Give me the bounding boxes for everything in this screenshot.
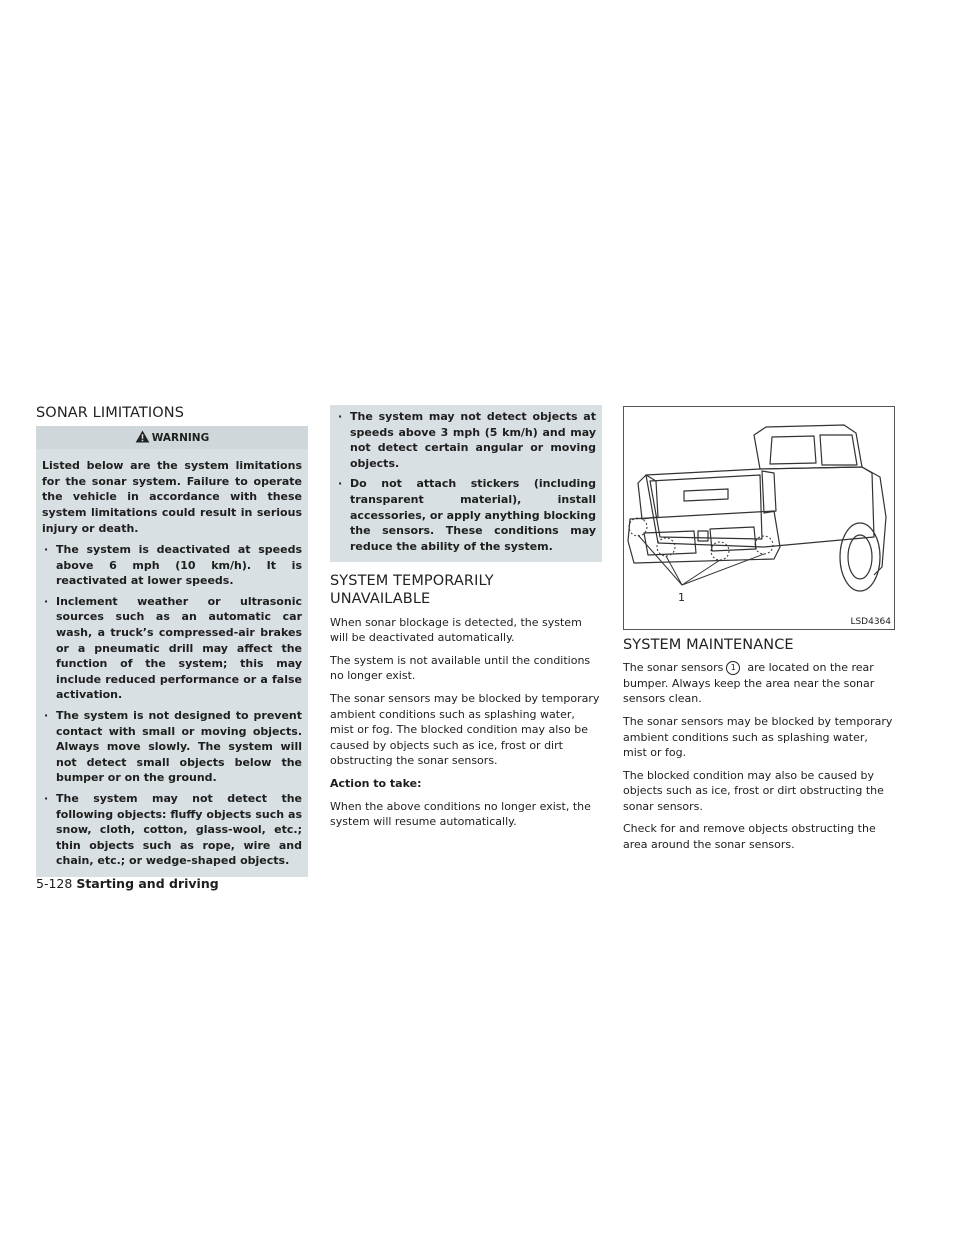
sensor-marker: 1 [726,661,740,675]
warning-list [42,542,302,869]
warning-icon [135,430,150,443]
paragraph: Check for and remove objects obstructing the area around the sonar sensors. [623,822,876,852]
list-item: · The system is not designed to prevent contact with small or moving objects. Always move slowly. The system will not detect small objects below the bumper or on the ground. [42,708,302,786]
truck-rear-illustration [624,407,894,629]
section-heading-temporarily-unavailable: SYSTEM TEMPORARILY UNAVAILABLE [330,573,494,608]
warning-box [36,426,308,877]
warning-list-continued [336,409,596,554]
paragraph: The system is not available until the conditions no longer exist. [330,653,591,683]
list-item: · The system may not detect the following objects: fluffy objects such as snow, cloth, cotton, glass-wool, etc.; thin objects such as rope, wire and chain, etc.; or wedge-shaped objects. [42,791,302,869]
list-item: · Do not attach stickers (including transparent material), install accessories, or apply anything blocking the sensors. These conditions may reduce the ability of the system. [336,476,596,554]
section-heading-sonar-limitations: SONAR LIMITATIONS [36,405,185,421]
page-footer [36,876,219,891]
paragraph: When sonar blockage is detected, the system will be deactivated automatically. [330,615,582,645]
list-item: · Inclement weather or ultrasonic sources such as an automatic car wash, a truck’s compressed-air brakes or a pneumatic drill may affect the function of the system; this may include reduced performance or a false activation. [42,594,302,703]
paragraph: The blocked condition may also be caused by objects such as ice, frost or dirt obstructing the sonar sensors. [623,768,884,813]
middle-column [330,405,602,837]
paragraph-text: are located on the rear bumper. Always keep the area near the sonar sensors clean. [623,661,875,706]
page-number: 5-128 [36,876,73,891]
paragraph: When the above conditions no longer exist, the system will resume automatically. [330,799,591,829]
paragraph-text: The sonar sensors [623,661,724,675]
left-column [36,404,308,877]
temporarily-unavailable-body [330,615,602,830]
warning-body-continued [330,405,602,562]
warning-intro: Listed below are the system limitations for the sonar system. Failure to operate the vehicle in accordance with these system limitations could result in serious injury or death. [42,459,302,535]
warning-label: WARNING [151,432,210,445]
system-maintenance-body [623,660,895,853]
figure-caption: LSD4364 [850,617,891,627]
warning-body [36,449,308,877]
action-label: Action to take: [330,776,422,790]
right-column [623,406,895,860]
callout-number: 1 [678,591,685,604]
section-heading-system-maintenance: SYSTEM MAINTENANCE [623,637,794,653]
list-item: · The system may not detect objects at speeds above 3 mph (5 km/h) and may not detect certain angular or moving objects. [336,409,596,471]
paragraph: The sonar sensors may be blocked by temporary ambient conditions such as splashing water, mist or fog. [623,714,893,760]
section-name: Starting and driving [76,876,219,891]
warning-header [36,426,308,449]
truck-sensor-figure [623,406,895,630]
paragraph [623,660,895,707]
warning-box-continued [330,405,602,562]
paragraph: The sonar sensors may be blocked by temporary ambient conditions such as splashing water, mist or fog. The blocked condition may also be caused by objects such as ice, frost or dirt obstructing the sonar sensors. [330,691,600,768]
list-item: · The system is deactivated at speeds above 6 mph (10 km/h). It is reactivated at lower speeds. [42,542,302,589]
